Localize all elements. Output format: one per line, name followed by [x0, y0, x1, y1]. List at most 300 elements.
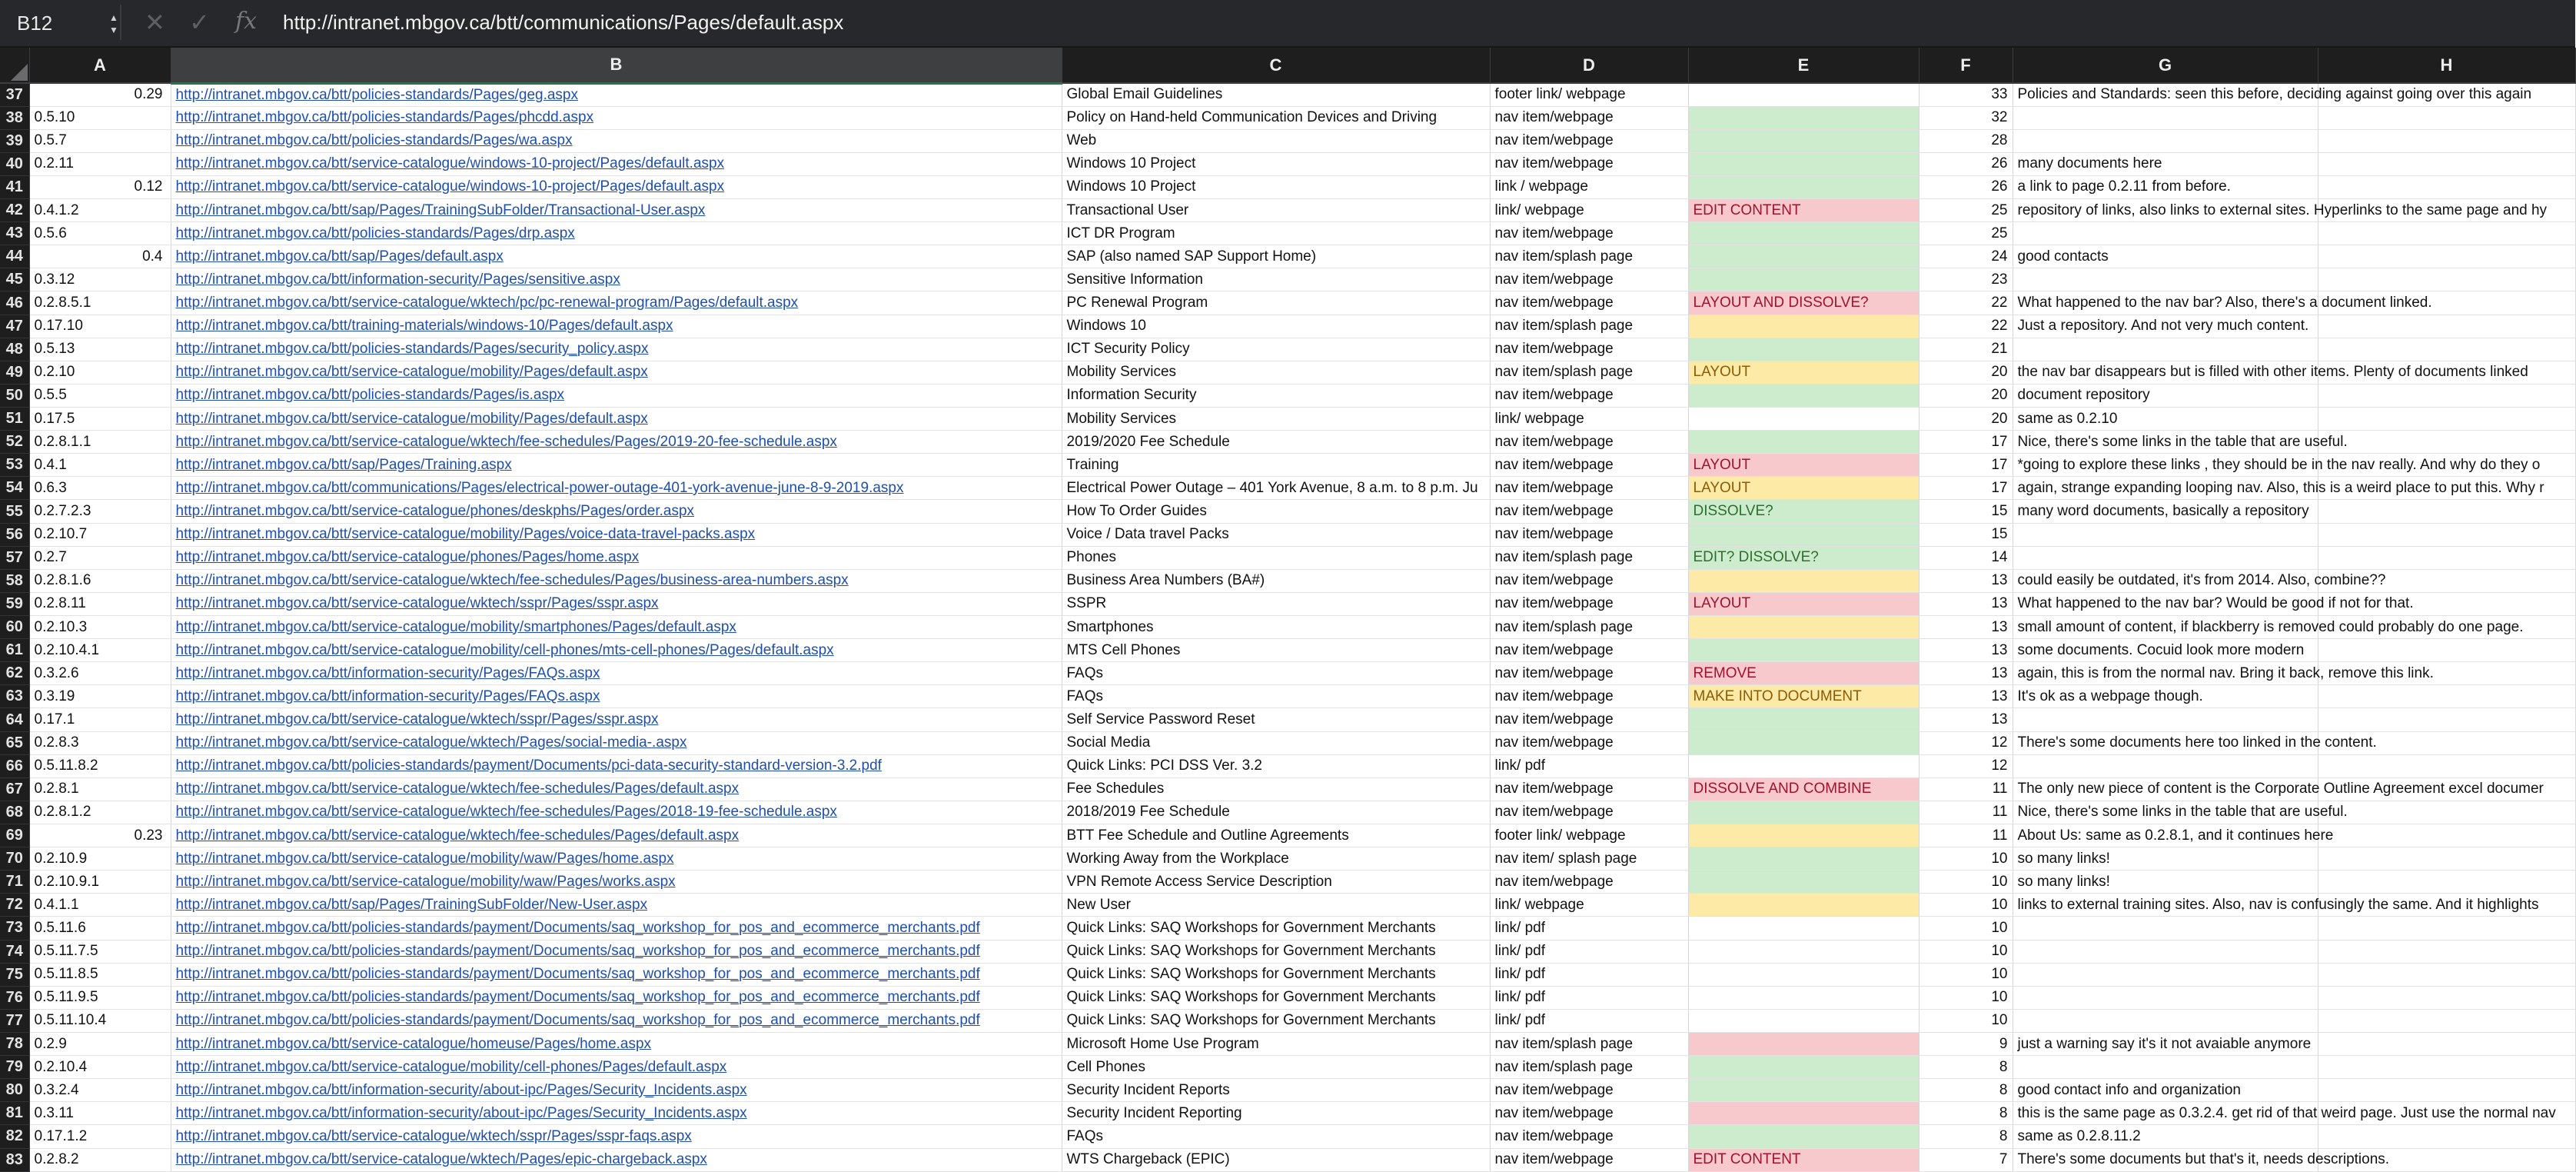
cell-g[interactable]: Just a repository. And not very much content.: [2013, 315, 2318, 338]
cell-a[interactable]: 0.4.1.1: [29, 894, 171, 917]
row-header[interactable]: 72: [0, 894, 29, 917]
cell-h[interactable]: [2318, 871, 2575, 894]
row-header[interactable]: 61: [0, 639, 29, 662]
row-header[interactable]: 64: [0, 708, 29, 731]
cell-a[interactable]: 0.2.8.1: [29, 777, 171, 801]
cell-a[interactable]: 0.5.5: [29, 384, 171, 407]
cell-d[interactable]: nav item/splash page: [1490, 361, 1688, 384]
cell-e[interactable]: [1688, 431, 1919, 454]
cell-d[interactable]: nav item/webpage: [1490, 338, 1688, 361]
cell-f[interactable]: 17: [1919, 431, 2013, 454]
cell-b-link[interactable]: http://intranet.mbgov.ca/btt/service-catalogue/wktech/fee-schedules/Pages/default.aspx: [171, 824, 1062, 847]
cell-f[interactable]: 25: [1919, 222, 2013, 245]
cell-f[interactable]: 12: [1919, 754, 2013, 777]
cell-d[interactable]: nav item/splash page: [1490, 315, 1688, 338]
row-header[interactable]: 75: [0, 963, 29, 986]
cell-e[interactable]: [1688, 1125, 1919, 1148]
cell-b-link[interactable]: http://intranet.mbgov.ca/btt/policies-standards/payment/Documents/saq_workshop_for_pos_and_ecommerce_merchants.pdf: [171, 917, 1062, 940]
row-header[interactable]: 54: [0, 477, 29, 500]
cell-c[interactable]: Self Service Password Reset: [1062, 708, 1490, 731]
cancel-icon[interactable]: ✕: [145, 8, 165, 36]
cell-f[interactable]: 11: [1919, 824, 2013, 847]
cell-a[interactable]: 0.2.10.3: [29, 616, 171, 639]
cell-c[interactable]: Transactional User: [1062, 199, 1490, 222]
cell-e[interactable]: [1688, 83, 1919, 106]
cell-b-link[interactable]: http://intranet.mbgov.ca/btt/service-catalogue/phones/Pages/home.aspx: [171, 546, 1062, 569]
cell-c[interactable]: Mobility Services: [1062, 408, 1490, 431]
cell-e[interactable]: [1688, 106, 1919, 129]
cell-h[interactable]: [2318, 175, 2575, 198]
cell-d[interactable]: nav item/webpage: [1490, 268, 1688, 291]
cell-a[interactable]: 0.2.8.1.2: [29, 801, 171, 824]
cell-d[interactable]: link/ pdf: [1490, 940, 1688, 963]
cell-g[interactable]: Nice, there's some links in the table that are useful.: [2013, 801, 2318, 824]
cell-c[interactable]: New User: [1062, 894, 1490, 917]
cell-d[interactable]: footer link/ webpage: [1490, 824, 1688, 847]
cell-a[interactable]: 0.17.1: [29, 708, 171, 731]
column-header[interactable]: H: [2318, 48, 2575, 83]
cell-a[interactable]: 0.2.8.5.1: [29, 291, 171, 315]
cell-f[interactable]: 10: [1919, 871, 2013, 894]
cell-h[interactable]: [2318, 754, 2575, 777]
row-header[interactable]: 83: [0, 1148, 29, 1171]
row-header[interactable]: 42: [0, 199, 29, 222]
cell-e[interactable]: [1688, 1102, 1919, 1125]
cell-h[interactable]: [2318, 708, 2575, 731]
cell-c[interactable]: FAQs: [1062, 685, 1490, 708]
cell-f[interactable]: 13: [1919, 708, 2013, 731]
cell-b-link[interactable]: http://intranet.mbgov.ca/btt/service-catalogue/homeuse/Pages/home.aspx: [171, 1032, 1062, 1055]
name-box[interactable]: [3, 5, 121, 40]
cell-e[interactable]: LAYOUT: [1688, 454, 1919, 477]
cell-d[interactable]: nav item/webpage: [1490, 129, 1688, 152]
cell-c[interactable]: How To Order Guides: [1062, 500, 1490, 523]
cell-c[interactable]: FAQs: [1062, 662, 1490, 685]
cell-b-link[interactable]: http://intranet.mbgov.ca/btt/sap/Pages/TrainingSubFolder/Transactional-User.aspx: [171, 199, 1062, 222]
cell-d[interactable]: link/ webpage: [1490, 199, 1688, 222]
cell-f[interactable]: 10: [1919, 963, 2013, 986]
cell-f[interactable]: 13: [1919, 616, 2013, 639]
cell-f[interactable]: 22: [1919, 291, 2013, 315]
cell-e[interactable]: [1688, 754, 1919, 777]
cell-b-link[interactable]: http://intranet.mbgov.ca/btt/information-security/about-ipc/Pages/Security_Incidents.aspx: [171, 1079, 1062, 1102]
cell-a[interactable]: 0.3.2.6: [29, 662, 171, 685]
cell-d[interactable]: nav item/webpage: [1490, 1102, 1688, 1125]
cell-c[interactable]: Smartphones: [1062, 616, 1490, 639]
cell-c[interactable]: Phones: [1062, 546, 1490, 569]
cell-b-link[interactable]: http://intranet.mbgov.ca/btt/service-catalogue/wktech/fee-schedules/Pages/2019-20-fee-schedule.aspx: [171, 431, 1062, 454]
cell-a[interactable]: 0.12: [29, 175, 171, 198]
cell-d[interactable]: link/ pdf: [1490, 1009, 1688, 1032]
cell-e[interactable]: [1688, 940, 1919, 963]
column-header[interactable]: E: [1688, 48, 1919, 83]
row-header[interactable]: 70: [0, 847, 29, 871]
cell-e[interactable]: EDIT CONTENT: [1688, 199, 1919, 222]
row-header[interactable]: 38: [0, 106, 29, 129]
cell-b-link[interactable]: http://intranet.mbgov.ca/btt/service-catalogue/wktech/sspr/Pages/sspr.aspx: [171, 708, 1062, 731]
row-header[interactable]: 39: [0, 129, 29, 152]
cell-a[interactable]: 0.2.10.7: [29, 523, 171, 546]
cell-f[interactable]: 28: [1919, 129, 2013, 152]
cell-b-link[interactable]: http://intranet.mbgov.ca/btt/service-catalogue/mobility/cell-phones/Pages/default.aspx: [171, 1056, 1062, 1079]
cell-d[interactable]: nav item/splash page: [1490, 616, 1688, 639]
cell-f[interactable]: 33: [1919, 83, 2013, 106]
cell-a[interactable]: 0.3.19: [29, 685, 171, 708]
row-header[interactable]: 49: [0, 361, 29, 384]
cell-g[interactable]: [2013, 129, 2318, 152]
row-header[interactable]: 47: [0, 315, 29, 338]
cell-h[interactable]: [2318, 129, 2575, 152]
cell-g[interactable]: same as 0.2.10: [2013, 408, 2318, 431]
cell-e[interactable]: EDIT CONTENT: [1688, 1148, 1919, 1171]
cell-f[interactable]: 10: [1919, 940, 2013, 963]
cell-d[interactable]: link/ pdf: [1490, 986, 1688, 1009]
cell-d[interactable]: link/ pdf: [1490, 963, 1688, 986]
cell-a[interactable]: 0.17.1.2: [29, 1125, 171, 1148]
cell-f[interactable]: 13: [1919, 569, 2013, 592]
cell-g[interactable]: again, strange expanding looping nav. Also, this is a weird place to put this. Why r: [2013, 477, 2318, 500]
cell-c[interactable]: Mobility Services: [1062, 361, 1490, 384]
cell-e[interactable]: [1688, 986, 1919, 1009]
cell-b-link[interactable]: http://intranet.mbgov.ca/btt/policies-standards/payment/Documents/saq_workshop_for_pos_and_ecommerce_merchants.pdf: [171, 1009, 1062, 1032]
cell-c[interactable]: Microsoft Home Use Program: [1062, 1032, 1490, 1055]
cell-b-link[interactable]: http://intranet.mbgov.ca/btt/training-materials/windows-10/Pages/default.aspx: [171, 315, 1062, 338]
cell-c[interactable]: Quick Links: SAQ Workshops for Government Merchants: [1062, 963, 1490, 986]
cell-e[interactable]: [1688, 1056, 1919, 1079]
cell-g[interactable]: [2013, 106, 2318, 129]
cell-b-link[interactable]: http://intranet.mbgov.ca/btt/sap/Pages/default.aspx: [171, 245, 1062, 268]
cell-e[interactable]: DISSOLVE?: [1688, 500, 1919, 523]
cell-d[interactable]: nav item/webpage: [1490, 801, 1688, 824]
cell-a[interactable]: 0.4: [29, 245, 171, 268]
cell-a[interactable]: 0.5.11.9.5: [29, 986, 171, 1009]
cell-c[interactable]: ICT Security Policy: [1062, 338, 1490, 361]
cell-c[interactable]: FAQs: [1062, 1125, 1490, 1148]
cell-b-link[interactable]: http://intranet.mbgov.ca/btt/service-catalogue/wktech/fee-schedules/Pages/default.aspx: [171, 777, 1062, 801]
cell-b-link[interactable]: http://intranet.mbgov.ca/btt/sap/Pages/TrainingSubFolder/New-User.aspx: [171, 894, 1062, 917]
row-header[interactable]: 79: [0, 1056, 29, 1079]
cell-h[interactable]: [2318, 963, 2575, 986]
cell-f[interactable]: 25: [1919, 199, 2013, 222]
row-header[interactable]: 81: [0, 1102, 29, 1125]
row-header[interactable]: 55: [0, 500, 29, 523]
cell-f[interactable]: 15: [1919, 523, 2013, 546]
cell-a[interactable]: 0.2.10.9.1: [29, 871, 171, 894]
cell-h[interactable]: [2318, 546, 2575, 569]
cell-c[interactable]: PC Renewal Program: [1062, 291, 1490, 315]
cell-b-link[interactable]: http://intranet.mbgov.ca/btt/sap/Pages/Training.aspx: [171, 454, 1062, 477]
cell-e[interactable]: LAYOUT: [1688, 477, 1919, 500]
cell-e[interactable]: [1688, 268, 1919, 291]
row-header[interactable]: 63: [0, 685, 29, 708]
cell-g[interactable]: links to external training sites. Also, nav is confusingly the same. And it highlights: [2013, 894, 2318, 917]
row-header[interactable]: 60: [0, 616, 29, 639]
enter-icon[interactable]: ✓: [189, 8, 210, 36]
cell-c[interactable]: Windows 10 Project: [1062, 175, 1490, 198]
cell-h[interactable]: [2318, 1032, 2575, 1055]
cell-h[interactable]: [2318, 639, 2575, 662]
cell-e[interactable]: LAYOUT: [1688, 361, 1919, 384]
cell-f[interactable]: 14: [1919, 546, 2013, 569]
cell-g[interactable]: [2013, 1009, 2318, 1032]
cell-d[interactable]: link/ webpage: [1490, 408, 1688, 431]
row-header[interactable]: 56: [0, 523, 29, 546]
cell-c[interactable]: 2019/2020 Fee Schedule: [1062, 431, 1490, 454]
cell-e[interactable]: [1688, 152, 1919, 175]
cell-d[interactable]: link/ pdf: [1490, 917, 1688, 940]
cell-e[interactable]: EDIT? DISSOLVE?: [1688, 546, 1919, 569]
name-box-up-icon[interactable]: ▲: [109, 12, 118, 23]
cell-g[interactable]: [2013, 222, 2318, 245]
cell-h[interactable]: [2318, 500, 2575, 523]
cell-e[interactable]: LAYOUT: [1688, 592, 1919, 615]
cell-e[interactable]: DISSOLVE AND COMBINE: [1688, 777, 1919, 801]
cell-d[interactable]: link/ pdf: [1490, 754, 1688, 777]
cell-c[interactable]: WTS Chargeback (EPIC): [1062, 1148, 1490, 1171]
cell-b-link[interactable]: http://intranet.mbgov.ca/btt/service-catalogue/wktech/Pages/social-media-.aspx: [171, 731, 1062, 754]
cell-c[interactable]: Security Incident Reports: [1062, 1079, 1490, 1102]
cell-c[interactable]: Electrical Power Outage – 401 York Avenue, 8 a.m. to 8 p.m. Ju: [1062, 477, 1490, 500]
column-header[interactable]: C: [1062, 48, 1490, 83]
cell-c[interactable]: Global Email Guidelines: [1062, 83, 1490, 106]
cell-g[interactable]: [2013, 1056, 2318, 1079]
cell-b-link[interactable]: http://intranet.mbgov.ca/btt/service-catalogue/wktech/pc/pc-renewal-program/Pages/default.aspx: [171, 291, 1062, 315]
row-header[interactable]: 48: [0, 338, 29, 361]
cell-a[interactable]: 0.17.10: [29, 315, 171, 338]
cell-a[interactable]: 0.3.11: [29, 1102, 171, 1125]
cell-g[interactable]: [2013, 708, 2318, 731]
cell-h[interactable]: [2318, 408, 2575, 431]
cell-a[interactable]: 0.5.10: [29, 106, 171, 129]
cell-d[interactable]: nav item/webpage: [1490, 731, 1688, 754]
cell-e[interactable]: MAKE INTO DOCUMENT: [1688, 685, 1919, 708]
cell-d[interactable]: nav item/webpage: [1490, 222, 1688, 245]
cell-a[interactable]: 0.2.8.11: [29, 592, 171, 615]
cell-d[interactable]: nav item/webpage: [1490, 708, 1688, 731]
cell-f[interactable]: 15: [1919, 500, 2013, 523]
cell-a[interactable]: 0.4.1.2: [29, 199, 171, 222]
cell-g[interactable]: good contact info and organization: [2013, 1079, 2318, 1102]
cell-a[interactable]: 0.5.11.7.5: [29, 940, 171, 963]
cell-g[interactable]: [2013, 546, 2318, 569]
cell-h[interactable]: [2318, 847, 2575, 871]
cell-e[interactable]: [1688, 1032, 1919, 1055]
cell-b-link[interactable]: http://intranet.mbgov.ca/btt/service-catalogue/mobility/Pages/default.aspx: [171, 361, 1062, 384]
cell-e[interactable]: [1688, 616, 1919, 639]
cell-c[interactable]: Windows 10: [1062, 315, 1490, 338]
row-header[interactable]: 71: [0, 871, 29, 894]
cell-e[interactable]: [1688, 384, 1919, 407]
row-header[interactable]: 58: [0, 569, 29, 592]
cell-f[interactable]: 13: [1919, 685, 2013, 708]
cell-a[interactable]: 0.2.9: [29, 1032, 171, 1055]
select-all-corner[interactable]: [0, 48, 29, 83]
cell-c[interactable]: BTT Fee Schedule and Outline Agreements: [1062, 824, 1490, 847]
cell-f[interactable]: 8: [1919, 1056, 2013, 1079]
row-header[interactable]: 76: [0, 986, 29, 1009]
cell-b-link[interactable]: http://intranet.mbgov.ca/btt/service-catalogue/windows-10-project/Pages/default.aspx: [171, 152, 1062, 175]
cell-f[interactable]: 24: [1919, 245, 2013, 268]
cell-g[interactable]: small amount of content, if blackberry is removed could probably do one page.: [2013, 616, 2318, 639]
cell-b-link[interactable]: http://intranet.mbgov.ca/btt/service-catalogue/wktech/Pages/epic-chargeback.aspx: [171, 1148, 1062, 1171]
cell-g[interactable]: [2013, 917, 2318, 940]
cell-d[interactable]: nav item/webpage: [1490, 291, 1688, 315]
cell-d[interactable]: nav item/webpage: [1490, 384, 1688, 407]
cell-h[interactable]: [2318, 940, 2575, 963]
row-header[interactable]: 53: [0, 454, 29, 477]
cell-d[interactable]: nav item/webpage: [1490, 431, 1688, 454]
cell-b-link[interactable]: http://intranet.mbgov.ca/btt/service-catalogue/wktech/fee-schedules/Pages/2018-19-fee-schedule.aspx: [171, 801, 1062, 824]
row-header[interactable]: 77: [0, 1009, 29, 1032]
cell-b-link[interactable]: http://intranet.mbgov.ca/btt/policies-standards/Pages/drp.aspx: [171, 222, 1062, 245]
cell-b-link[interactable]: http://intranet.mbgov.ca/btt/service-catalogue/mobility/Pages/default.aspx: [171, 408, 1062, 431]
cell-a[interactable]: 0.2.7.2.3: [29, 500, 171, 523]
cell-g[interactable]: the nav bar disappears but is filled with other items. Plenty of documents linked: [2013, 361, 2318, 384]
row-header[interactable]: 52: [0, 431, 29, 454]
name-box-down-icon[interactable]: ▼: [109, 25, 118, 35]
cell-c[interactable]: SAP (also named SAP Support Home): [1062, 245, 1490, 268]
row-header[interactable]: 50: [0, 384, 29, 407]
cell-b-link[interactable]: http://intranet.mbgov.ca/btt/communications/Pages/electrical-power-outage-401-york-avenue-june-8-9-2019.aspx: [171, 477, 1062, 500]
row-header[interactable]: 67: [0, 777, 29, 801]
cell-e[interactable]: [1688, 801, 1919, 824]
cell-g[interactable]: so many links!: [2013, 847, 2318, 871]
cell-e[interactable]: [1688, 917, 1919, 940]
cell-h[interactable]: [2318, 106, 2575, 129]
cell-d[interactable]: nav item/webpage: [1490, 1148, 1688, 1171]
cell-d[interactable]: link/ webpage: [1490, 894, 1688, 917]
cell-a[interactable]: 0.2.8.2: [29, 1148, 171, 1171]
cell-e[interactable]: [1688, 963, 1919, 986]
cell-g[interactable]: Nice, there's some links in the table that are useful.: [2013, 431, 2318, 454]
cell-h[interactable]: [2318, 1079, 2575, 1102]
cell-g[interactable]: [2013, 940, 2318, 963]
cell-d[interactable]: nav item/webpage: [1490, 871, 1688, 894]
cell-h[interactable]: [2318, 268, 2575, 291]
cell-e[interactable]: [1688, 824, 1919, 847]
cell-b-link[interactable]: http://intranet.mbgov.ca/btt/information-security/Pages/sensitive.aspx: [171, 268, 1062, 291]
row-header[interactable]: 40: [0, 152, 29, 175]
cell-c[interactable]: Quick Links: SAQ Workshops for Government Merchants: [1062, 986, 1490, 1009]
row-header[interactable]: 80: [0, 1079, 29, 1102]
cell-c[interactable]: SSPR: [1062, 592, 1490, 615]
cell-d[interactable]: nav item/webpage: [1490, 1125, 1688, 1148]
cell-h[interactable]: [2318, 685, 2575, 708]
cell-h[interactable]: [2318, 152, 2575, 175]
cell-b-link[interactable]: http://intranet.mbgov.ca/btt/service-catalogue/wktech/fee-schedules/Pages/business-area-numbers.aspx: [171, 569, 1062, 592]
cell-f[interactable]: 20: [1919, 361, 2013, 384]
cell-g[interactable]: a link to page 0.2.11 from before.: [2013, 175, 2318, 198]
cell-h[interactable]: [2318, 222, 2575, 245]
cell-d[interactable]: link / webpage: [1490, 175, 1688, 198]
cell-d[interactable]: nav item/ splash page: [1490, 847, 1688, 871]
cell-e[interactable]: [1688, 894, 1919, 917]
cell-b-link[interactable]: http://intranet.mbgov.ca/btt/policies-standards/Pages/is.aspx: [171, 384, 1062, 407]
cell-a[interactable]: 0.2.10.4: [29, 1056, 171, 1079]
select-all-triangle-icon[interactable]: [11, 64, 28, 81]
cell-a[interactable]: 0.23: [29, 824, 171, 847]
cell-e[interactable]: [1688, 708, 1919, 731]
cell-h[interactable]: [2318, 1056, 2575, 1079]
row-header[interactable]: 57: [0, 546, 29, 569]
cell-f[interactable]: 10: [1919, 894, 2013, 917]
cell-f[interactable]: 17: [1919, 477, 2013, 500]
cell-b-link[interactable]: http://intranet.mbgov.ca/btt/information-security/about-ipc/Pages/Security_Incidents.aspx: [171, 1102, 1062, 1125]
cell-f[interactable]: 13: [1919, 592, 2013, 615]
cell-g[interactable]: could easily be outdated, it's from 2014. Also, combine??: [2013, 569, 2318, 592]
cell-a[interactable]: 0.5.11.6: [29, 917, 171, 940]
cell-g[interactable]: [2013, 754, 2318, 777]
cell-b-link[interactable]: http://intranet.mbgov.ca/btt/policies-standards/Pages/geg.aspx: [171, 83, 1062, 106]
cell-d[interactable]: nav item/splash page: [1490, 1056, 1688, 1079]
cell-a[interactable]: 0.6.3: [29, 477, 171, 500]
row-header[interactable]: 44: [0, 245, 29, 268]
cell-e[interactable]: [1688, 523, 1919, 546]
cell-c[interactable]: Quick Links: SAQ Workshops for Government Merchants: [1062, 1009, 1490, 1032]
cell-d[interactable]: nav item/webpage: [1490, 1079, 1688, 1102]
cell-g[interactable]: this is the same page as 0.3.2.4. get rid of that weird page. Just use the normal nav: [2013, 1102, 2318, 1125]
cell-d[interactable]: nav item/webpage: [1490, 106, 1688, 129]
cell-a[interactable]: 0.5.11.10.4: [29, 1009, 171, 1032]
cell-e[interactable]: [1688, 338, 1919, 361]
cell-a[interactable]: 0.3.2.4: [29, 1079, 171, 1102]
cell-d[interactable]: nav item/webpage: [1490, 777, 1688, 801]
cell-e[interactable]: [1688, 1079, 1919, 1102]
row-header[interactable]: 41: [0, 175, 29, 198]
cell-c[interactable]: ICT DR Program: [1062, 222, 1490, 245]
cell-b-link[interactable]: http://intranet.mbgov.ca/btt/service-catalogue/mobility/Pages/voice-data-travel-packs.aspx: [171, 523, 1062, 546]
cell-g[interactable]: just a warning say it's it not avaiable anymore: [2013, 1032, 2318, 1055]
cell-d[interactable]: nav item/splash page: [1490, 1032, 1688, 1055]
cell-f[interactable]: 11: [1919, 801, 2013, 824]
column-header-selected[interactable]: B: [171, 48, 1062, 83]
cell-b-link[interactable]: http://intranet.mbgov.ca/btt/information-security/Pages/FAQs.aspx: [171, 662, 1062, 685]
cell-c[interactable]: VPN Remote Access Service Description: [1062, 871, 1490, 894]
cell-d[interactable]: nav item/webpage: [1490, 454, 1688, 477]
cell-h[interactable]: [2318, 824, 2575, 847]
cell-a[interactable]: 0.2.8.3: [29, 731, 171, 754]
cell-f[interactable]: 23: [1919, 268, 2013, 291]
cell-e[interactable]: REMOVE: [1688, 662, 1919, 685]
cell-c[interactable]: Working Away from the Workplace: [1062, 847, 1490, 871]
cell-d[interactable]: nav item/splash page: [1490, 245, 1688, 268]
cell-f[interactable]: 10: [1919, 847, 2013, 871]
cell-g[interactable]: good contacts: [2013, 245, 2318, 268]
cell-f[interactable]: 8: [1919, 1102, 2013, 1125]
cell-d[interactable]: footer link/ webpage: [1490, 83, 1688, 106]
cell-c[interactable]: Sensitive Information: [1062, 268, 1490, 291]
cell-f[interactable]: 9: [1919, 1032, 2013, 1055]
cell-c[interactable]: Policy on Hand-held Communication Devices and Driving: [1062, 106, 1490, 129]
cell-c[interactable]: Quick Links: SAQ Workshops for Government Merchants: [1062, 917, 1490, 940]
formula-input[interactable]: http://intranet.mbgov.ca/btt/communications/Pages/default.aspx: [283, 11, 844, 34]
cell-b-link[interactable]: http://intranet.mbgov.ca/btt/service-catalogue/windows-10-project/Pages/default.aspx: [171, 175, 1062, 198]
cell-h[interactable]: [2318, 431, 2575, 454]
cell-d[interactable]: nav item/webpage: [1490, 685, 1688, 708]
column-header[interactable]: A: [29, 48, 171, 83]
row-header[interactable]: 66: [0, 754, 29, 777]
row-header[interactable]: 82: [0, 1125, 29, 1148]
cell-a[interactable]: 0.5.13: [29, 338, 171, 361]
cell-d[interactable]: nav item/webpage: [1490, 592, 1688, 615]
column-header[interactable]: F: [1919, 48, 2013, 83]
cell-g[interactable]: The only new piece of content is the Corporate Outline Agreement excel documer: [2013, 777, 2318, 801]
cell-c[interactable]: Training: [1062, 454, 1490, 477]
cell-f[interactable]: 26: [1919, 152, 2013, 175]
cell-b-link[interactable]: http://intranet.mbgov.ca/btt/service-catalogue/phones/deskphs/Pages/order.aspx: [171, 500, 1062, 523]
cell-f[interactable]: 12: [1919, 731, 2013, 754]
row-header[interactable]: 46: [0, 291, 29, 315]
